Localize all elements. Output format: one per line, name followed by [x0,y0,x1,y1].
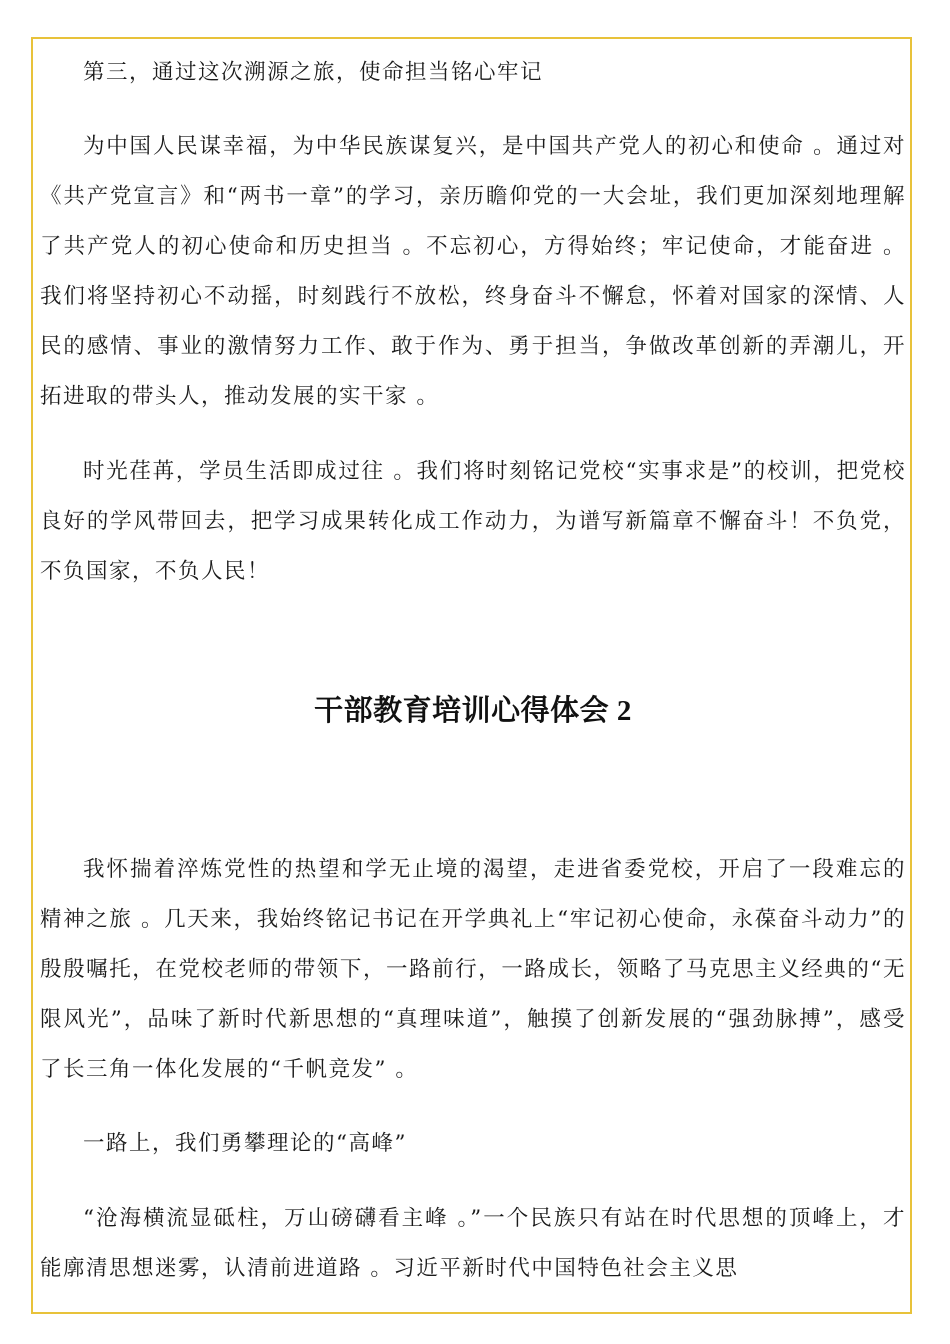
paragraph-intro: 我怀揣着淬炼党性的热望和学无止境的渴望，走进省委党校，开启了一段难忘的精神之旅 。几天来，我始终铭记书记在开学典礼上“牢记初心使命，永葆奋斗动力”的殷殷嘱托，在党校老师的带领下，一路前行，一路成长，领略了马克思主义经典的“无限风光”，品味了新时代新思想的“真理味道”，触摸了创新发展的“强劲脉搏”，感受了长三角一体化发展的“千帆竞发” 。 [40,857,906,1082]
paragraph-theory: “沧海横流显砥柱，万山磅礴看主峰 。”一个民族只有站在时代思想的顶峰上，才能廓清思想迷雾，认清前进道路 。习近平新时代中国特色社会主义思 [40,1206,906,1281]
paragraph-subheading: 一路上，我们勇攀理论的“高峰” [83,1131,407,1156]
paragraph-heading-third: 第三，通过这次溯源之旅，使命担当铭心牢记 [83,60,544,85]
paragraph-mission: 为中国人民谋幸福，为中华民族谋复兴，是中国共产党人的初心和使命 。通过对《共产党宣言》和“两书一章”的学习，亲历瞻仰党的一大会址，我们更加深刻地理解了共产党人的初心使命和历史担当 。不忘初心，方得始终；牢记使命，才能奋进 。我们将坚持初心不动摇，时刻践行不放松，终身奋斗不懈怠，怀着对国家的深情、人民的感情、事业的激情努力工作、敢于作为、勇于担当，争做改革创新的弄潮儿，开拓进取的带头人，推动发展的实干家 。 [40,134,906,409]
section-title: 干部教育培训心得体会 2 [314,695,632,727]
document-body [40,48,906,1294]
paragraph-conclusion: 时光荏苒，学员生活即成过往 。我们将时刻铭记党校“实事求是”的校训，把党校良好的学风带回去，把学习成果转化成工作动力，为谱写新篇章不懈奋斗！不负党，不负国家，不负人民！ [40,459,906,584]
